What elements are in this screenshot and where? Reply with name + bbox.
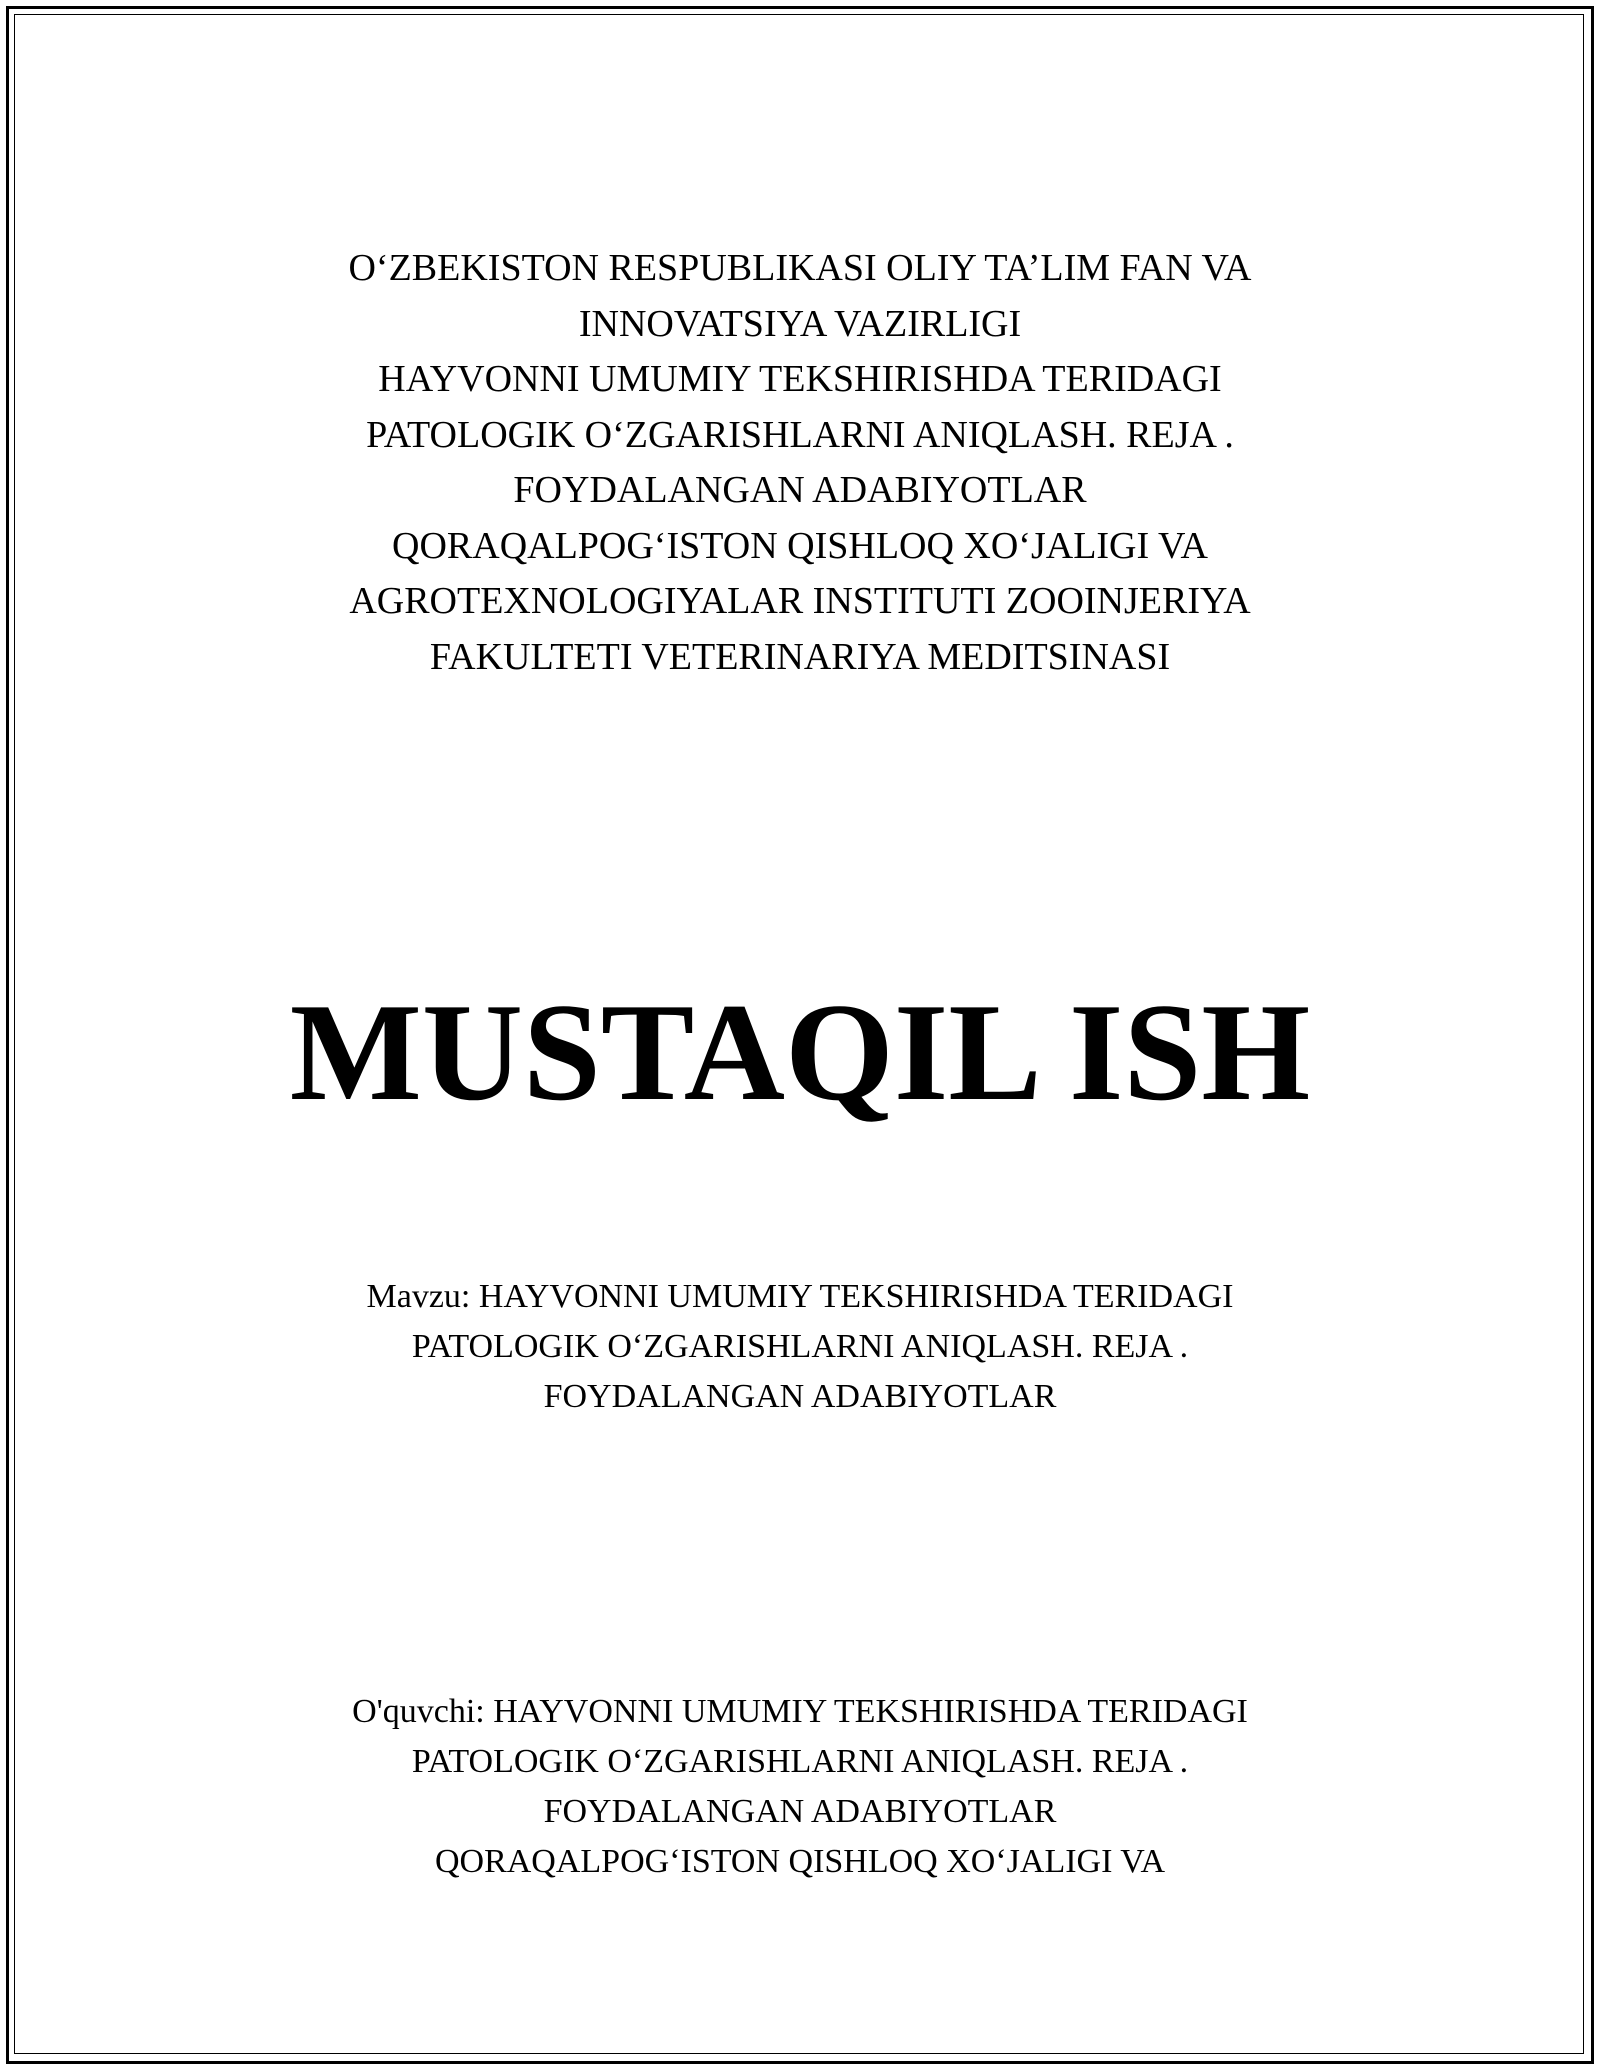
header-line: FOYDALANGAN ADABIYOTLAR (513, 469, 1087, 511)
topic-line: FOYDALANGAN ADABIYOTLAR (543, 1378, 1057, 1415)
topic-line: PATOLOGIK O‘ZGARISHLARNI ANIQLASH. REJA . (411, 1328, 1189, 1365)
student-line: FOYDALANGAN ADABIYOTLAR (543, 1793, 1057, 1830)
ministry-institution-header (0, 241, 1600, 685)
header-line: INNOVATSIYA VAZIRLIGI (578, 302, 1022, 345)
header-line: QORAQALPOG‘ISTON QISHLOQ XO‘JALIGI VA (392, 524, 1208, 567)
header-line: AGROTEXNOLOGIYALAR INSTITUTI ZOOINJERIYA (349, 580, 1251, 622)
student-line: QORAQALPOG‘ISTON QISHLOQ XO‘JALIGI VA (434, 1843, 1166, 1880)
topic-line: Mavzu: HAYVONNI UMUMIY TEKSHIRISHDA TERIDAGI (366, 1278, 1234, 1315)
topic-section (0, 1272, 1600, 1422)
document-title: MUSTAQIL ISH (289, 975, 1311, 1130)
student-line: O'quvchi: HAYVONNI UMUMIY TEKSHIRISHDA TERIDAGI (352, 1693, 1248, 1730)
header-line: FAKULTETI VETERINARIYA MEDITSINASI (429, 635, 1171, 678)
student-line: PATOLOGIK O‘ZGARISHLARNI ANIQLASH. REJA . (411, 1743, 1189, 1780)
header-line: PATOLOGIK O‘ZGARISHLARNI ANIQLASH. REJA . (366, 413, 1234, 456)
header-line: HAYVONNI UMUMIY TEKSHIRISHDA TERIDAGI (378, 358, 1222, 400)
student-section (0, 1687, 1600, 1887)
header-line: O‘ZBEKISTON RESPUBLIKASI OLIY TA’LIM FAN VA (348, 247, 1252, 289)
